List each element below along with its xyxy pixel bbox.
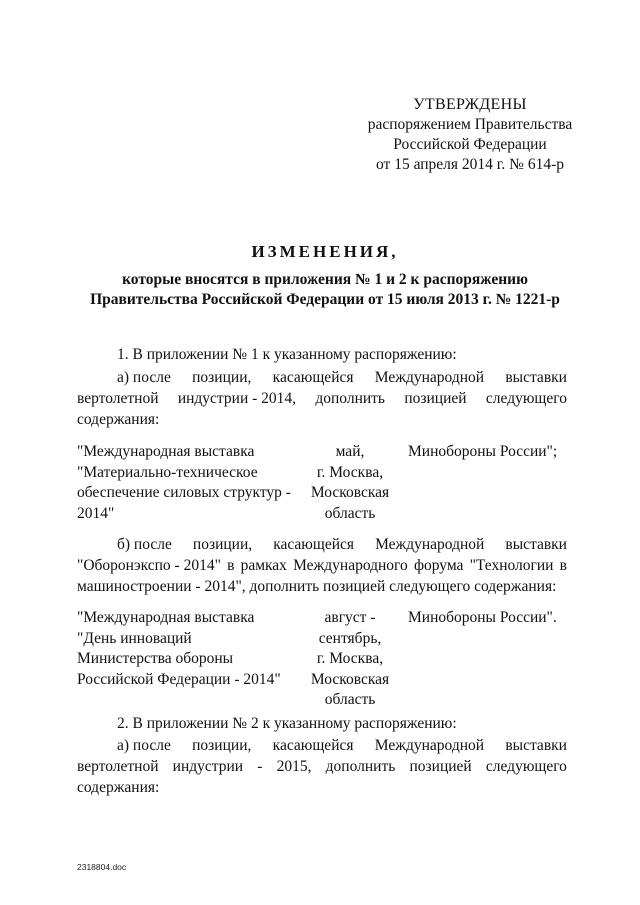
entry-name-line: "День инноваций bbox=[77, 629, 192, 647]
entry-when-where bbox=[300, 608, 400, 711]
word: "Технологии bbox=[469, 557, 554, 574]
section-heading: 2. В приложении № 2 к указанному распоряжению: bbox=[117, 715, 457, 732]
entry-when-where bbox=[300, 442, 400, 524]
entry-name-line: Министерства обороны bbox=[77, 650, 234, 667]
approval-heading: УТВЕРЖДЕНЫ bbox=[413, 96, 527, 113]
word: следующего bbox=[485, 390, 567, 407]
subtitle-line: которые вносятся в приложения № 1 и 2 к распоряжению bbox=[122, 271, 528, 288]
approval-line: Российской Федерации bbox=[393, 136, 547, 153]
entry-name-line: "Международная выставка bbox=[77, 609, 255, 626]
word: б) после bbox=[117, 536, 172, 553]
word: позицией bbox=[404, 390, 467, 407]
entry-name bbox=[77, 442, 307, 524]
entry-organizer: Минобороны России". bbox=[408, 609, 557, 626]
paragraph-line bbox=[77, 556, 567, 577]
approval-line: от 15 апреля 2014 г. № 614-р bbox=[376, 156, 564, 173]
word: позиции, bbox=[192, 536, 253, 553]
paragraph-line bbox=[77, 757, 567, 778]
word: выставки bbox=[505, 536, 567, 553]
entry-when-where-line: сентябрь, bbox=[318, 629, 382, 647]
entry-when-where-line: г. Москва, bbox=[316, 650, 384, 667]
word: касающейся bbox=[273, 536, 355, 553]
entry-when-where-line: Московская bbox=[310, 670, 390, 688]
paragraph-line bbox=[77, 389, 567, 410]
word: следующего bbox=[485, 758, 567, 775]
entry-when-where-line: область bbox=[324, 504, 376, 522]
subtitle-line: Правительства Российской Федерации от 15 июля 2013 г. № 1221-р bbox=[90, 291, 560, 308]
entry-name bbox=[77, 608, 307, 690]
entry-when-where-line: август - bbox=[324, 609, 376, 626]
entry-when-where-line: г. Москва, bbox=[316, 463, 384, 481]
word: индустрии - 2014, bbox=[177, 390, 297, 407]
approval-line: распоряжением Правительства bbox=[367, 116, 573, 133]
entry-name-line: "Международная выставка bbox=[77, 443, 255, 460]
word: индустрии bbox=[172, 758, 244, 775]
word: "Оборонэкспо - 2014" bbox=[77, 557, 221, 574]
paragraph-line: содержания: bbox=[77, 411, 160, 428]
word: Международной bbox=[375, 536, 485, 553]
paragraph-line: машиностроении - 2014", дополнить позицией следующего содержания: bbox=[77, 578, 557, 595]
word: а) после bbox=[117, 737, 171, 754]
entry-when-where-line: Московская bbox=[310, 484, 390, 501]
word: выставки bbox=[505, 737, 567, 754]
word: Международной bbox=[374, 369, 485, 386]
word: - bbox=[257, 758, 263, 775]
word: касающейся bbox=[272, 369, 354, 386]
word: вертолетной bbox=[77, 390, 159, 407]
entry-when-where-line: май, bbox=[335, 443, 365, 460]
entry-when-where-line: область bbox=[324, 691, 376, 708]
entry-name-line: 2014" bbox=[77, 504, 115, 522]
word: форума bbox=[413, 557, 464, 574]
word: а) после bbox=[117, 369, 171, 386]
word: дополнить bbox=[315, 390, 386, 407]
paragraph-line bbox=[77, 368, 567, 389]
file-reference: 2318804.doc bbox=[77, 862, 127, 872]
document-title: ИЗМЕНЕНИЯ, bbox=[251, 242, 399, 261]
word: в bbox=[227, 557, 235, 574]
word: позиции, bbox=[192, 737, 252, 754]
paragraph-line bbox=[77, 736, 567, 757]
word: выставки bbox=[505, 369, 567, 386]
word: рамках bbox=[240, 557, 287, 574]
word: касающейся bbox=[272, 737, 354, 754]
word: дополнить bbox=[325, 758, 396, 775]
word: позиции, bbox=[192, 369, 252, 386]
word: Международного bbox=[293, 557, 408, 574]
approval-block bbox=[355, 95, 585, 175]
entry-organizer: Минобороны России"; bbox=[408, 443, 558, 460]
document-subtitle bbox=[60, 270, 590, 310]
word: 2015, bbox=[276, 758, 312, 775]
word: вертолетной bbox=[77, 758, 159, 775]
entry-name-line: Российской Федерации - 2014" bbox=[77, 670, 281, 688]
word: в bbox=[559, 557, 567, 574]
entry-name-line: "Материально-техническое bbox=[77, 463, 258, 481]
entry-name-line: обеспечение силовых структур - bbox=[77, 484, 291, 501]
word: Международной bbox=[374, 737, 485, 754]
paragraph-line bbox=[77, 535, 567, 556]
section-heading: 1. В приложении № 1 к указанному распоряжению: bbox=[117, 346, 457, 363]
paragraph-line: содержания: bbox=[77, 779, 160, 796]
word: позицией bbox=[409, 758, 472, 775]
